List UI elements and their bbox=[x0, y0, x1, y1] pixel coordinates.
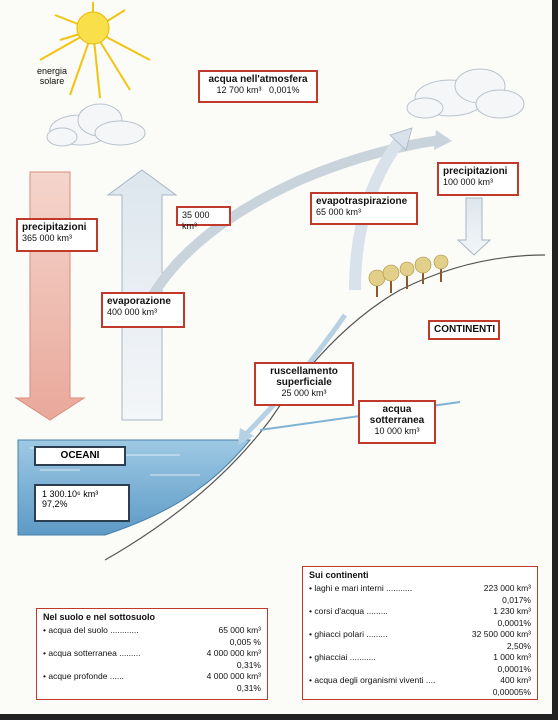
precipitation-ocean-title: precipitazioni bbox=[22, 222, 87, 233]
oceans-title: OCEANI bbox=[60, 450, 100, 461]
list-item: • acque profonde ...... 4 000 000 km³ bbox=[43, 671, 261, 681]
runoff-value: 25 000 km³ bbox=[281, 388, 327, 398]
solar-energy-line1: energia bbox=[36, 66, 68, 76]
precipitation-ocean-arrow bbox=[16, 172, 84, 420]
oceans-percent: 97,2% bbox=[42, 499, 68, 509]
runoff-title-line2: superficiale bbox=[276, 377, 332, 388]
solar-energy-label bbox=[30, 66, 74, 86]
evapotranspiration-label bbox=[310, 192, 418, 225]
atmospheric-transfer-value: 35 000 km³ bbox=[182, 210, 210, 231]
groundwater-title-line1: acqua bbox=[382, 404, 412, 415]
soil-list bbox=[37, 625, 267, 694]
atmosphere-title: acqua nell'atmosfera bbox=[208, 74, 308, 85]
runoff-title-line1: ruscellamento bbox=[270, 366, 338, 377]
precipitation-ocean-label bbox=[16, 218, 98, 252]
atmosphere-label bbox=[198, 70, 318, 103]
precipitation-land-title: precipitazioni bbox=[443, 166, 508, 177]
list-item: • corsi d'acqua ......... 1 230 km³ bbox=[309, 606, 531, 616]
atmospheric-transfer-label bbox=[176, 206, 231, 231]
oceans-value: 1 300.10⁶ km³ bbox=[42, 489, 99, 499]
list-item-percent: 0,0001% bbox=[497, 618, 531, 628]
continent-list bbox=[303, 583, 537, 698]
runoff-label bbox=[254, 362, 354, 406]
list-item-percent: 0,017% bbox=[502, 595, 531, 605]
list-item: • ghiacciai ........... 1 000 km³ bbox=[309, 652, 531, 662]
list-item: • acqua sotterranea ......... 4 000 000 km³ bbox=[43, 648, 261, 658]
precipitation-land-label bbox=[437, 162, 519, 196]
continents-title: CONTINENTI bbox=[434, 324, 496, 335]
evapotranspiration-title: evapotraspirazione bbox=[316, 196, 408, 207]
list-item: • acqua del suolo ............ 65 000 km³ bbox=[43, 625, 261, 635]
continent-panel-title: Sui continenti bbox=[309, 570, 369, 580]
evaporation-title: evaporazione bbox=[107, 296, 171, 307]
evapotranspiration-value: 65 000 km³ bbox=[316, 207, 362, 217]
trees-icon bbox=[369, 255, 448, 297]
continents-label bbox=[428, 320, 500, 340]
atmosphere-value: 12 700 km³ bbox=[216, 85, 262, 95]
evaporation-label bbox=[101, 292, 185, 328]
list-item-percent: 2,50% bbox=[506, 641, 531, 651]
atmosphere-percent: 0,001% bbox=[269, 85, 300, 95]
soil-panel bbox=[36, 608, 268, 700]
groundwater-label bbox=[358, 400, 436, 444]
list-item-percent: 0,0001% bbox=[497, 664, 531, 674]
list-item: • ghiacci polari ......... 32 500 000 km³ bbox=[309, 629, 531, 639]
cloud-icon bbox=[47, 104, 145, 146]
list-item: • acqua degli organismi viventi .... 400 km³ bbox=[309, 675, 531, 685]
precipitation-land-arrow bbox=[458, 198, 490, 255]
cloud-icon bbox=[407, 69, 524, 118]
evaporation-value: 400 000 km³ bbox=[107, 307, 158, 317]
continent-panel bbox=[302, 566, 538, 700]
list-item-percent: 0,005 % bbox=[229, 637, 261, 647]
groundwater-value: 10 000 km³ bbox=[374, 426, 420, 436]
list-item-percent: 0,31% bbox=[236, 660, 261, 670]
precipitation-land-value: 100 000 km³ bbox=[443, 177, 494, 187]
list-item: • laghi e mari interni ........... 223 000 km³ bbox=[309, 583, 531, 593]
list-item-percent: 0,00005% bbox=[492, 687, 531, 697]
oceans-label bbox=[34, 446, 126, 466]
groundwater-title-line2: sotterranea bbox=[369, 415, 425, 426]
solar-energy-line2: solare bbox=[39, 76, 65, 86]
oceans-volume-box bbox=[34, 484, 130, 522]
precipitation-ocean-value: 365 000 km³ bbox=[22, 233, 73, 243]
list-item-percent: 0,31% bbox=[236, 683, 261, 693]
soil-panel-title: Nel suolo e nel sottosuolo bbox=[43, 612, 156, 622]
